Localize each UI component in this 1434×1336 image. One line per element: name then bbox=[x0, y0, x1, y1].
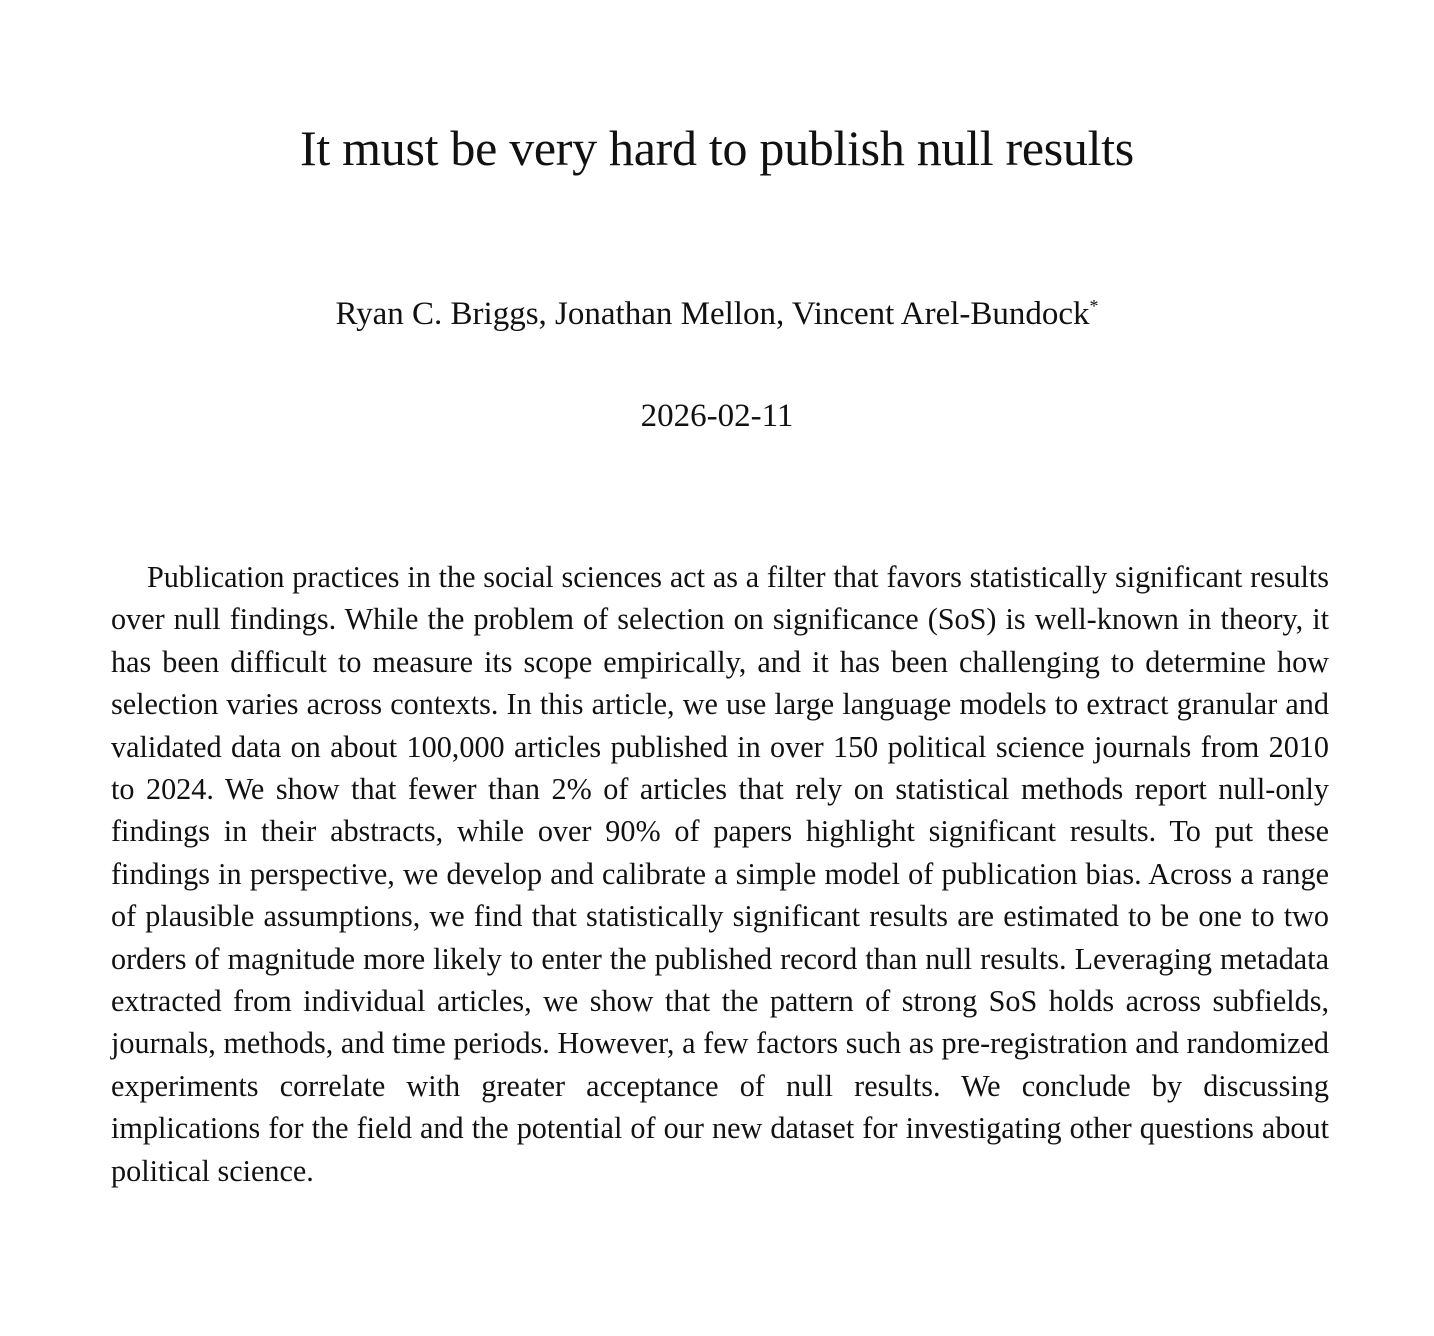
author-list bbox=[0, 293, 1434, 335]
paper-title: It must be very hard to publish null results bbox=[300, 120, 1134, 176]
author-footnote-mark: * bbox=[1089, 296, 1099, 316]
paper-date: 2026-02-11 bbox=[640, 398, 794, 434]
abstract-text: Publication practices in the social sciences act as a filter that favors statistically significant results over null findings. While the problem of selection on significance (SoS) is well-known in theory, it has been difficult to measure its scope empirically, and it has been challenging to determine how selection varies across contexts. In this article, we use large language models to extract granular and validated data on about 100,000 articles published in over 150 political science journals from 2010 to 2024. We show that fewer than 2% of articles that rely on statistical methods report null-only findings in their abstracts, while over 90% of papers highlight significant results. To put these findings in perspective, we develop and calibrate a simple model of publication bias. Across a range of plausible assumptions, we find that statistically significant results are estimated to be one to two orders of magnitude more likely to enter the published record than null results. Leveraging metadata extracted from individual articles, we show that the pattern of strong SoS holds across subfields, journals, methods, and time periods. However, a few factors such as pre-registration and randomized experiments correlate with greater acceptance of null results. We conclude by discussing implications for the field and the potential of our new dataset for investigating other questions about political science. bbox=[111, 560, 1329, 1188]
authors-text: Ryan C. Briggs, Jonathan Mellon, Vincent Arel-Bundock bbox=[335, 296, 1090, 332]
